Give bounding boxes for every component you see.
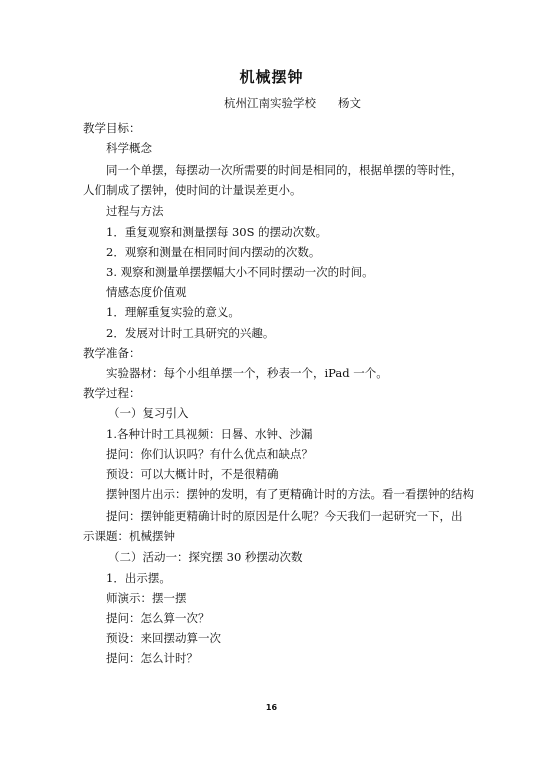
paragraph-materials: 实验器材：每个小组单摆一个，秒表一个，iPad 一个。 xyxy=(106,366,388,381)
list-item: 1.各种计时工具视频：日晷、水钟、沙漏 xyxy=(106,426,313,441)
paragraph-line: 提问：怎么计时？ xyxy=(106,651,198,666)
list-item: 3. 观察和测量单摆摆幅大小不同时摆动一次的时间。 xyxy=(106,265,374,280)
section-heading-goals: 教学目标： xyxy=(83,121,141,135)
paragraph-line: 预设：来回摆动算一次 xyxy=(106,631,221,646)
author-line xyxy=(224,95,361,111)
paragraph-concept: 同一个单摆，每摆动一次所需要的时间是相同的，根据单摆的等时性，人们制成了摆钟，使时间的计量误差更小。 xyxy=(83,163,463,198)
section-heading-process: 教学过程： xyxy=(83,386,141,401)
paragraph-line: 提问：摆钟能更精确计时的原因是什么呢？今天我们一起研究一下，出示课题：机械摆钟 xyxy=(83,509,463,544)
list-item: 1．理解重复实验的意义。 xyxy=(106,305,240,320)
document-body xyxy=(83,119,474,668)
document-title: 机械摆钟 xyxy=(239,68,304,86)
section-heading-preparation: 教学准备： xyxy=(83,345,141,360)
list-item: 2．观察和测量在相同时间内摆动的次数。 xyxy=(106,244,321,259)
paragraph-line: 师演示：摆一摆 xyxy=(106,590,187,605)
subheading-process: 过程与方法 xyxy=(106,204,164,219)
author-school: 杭州江南实验学校 xyxy=(224,96,316,110)
paragraph-line: 提问：怎么算一次？ xyxy=(106,611,210,626)
paragraph-line: 预设：可以大概计时，不是很精确 xyxy=(106,467,279,482)
paragraph-line: 提问：你们认识吗？有什么优点和缺点？ xyxy=(106,446,313,461)
page-number: 16 xyxy=(265,703,278,712)
subheading-concept: 科学概念 xyxy=(106,141,152,156)
list-item: 1．重复观察和测量摆每 30S 的摆动次数。 xyxy=(106,224,328,239)
author-name: 杨文 xyxy=(338,96,361,110)
paragraph-line: 摆钟图片出示：摆钟的发明，有了更精确计时的方法。看一看摆钟的结构 xyxy=(106,487,474,502)
subsection-review: （一）复习引入 xyxy=(108,406,189,421)
list-item: 1．出示摆。 xyxy=(106,570,171,585)
subsection-activity-one: （二）活动一：探究摆 30 秒摆动次数 xyxy=(108,550,303,565)
list-item: 2．发展对计时工具研究的兴趣。 xyxy=(106,325,275,340)
subheading-attitude: 情感态度价值观 xyxy=(106,285,187,300)
